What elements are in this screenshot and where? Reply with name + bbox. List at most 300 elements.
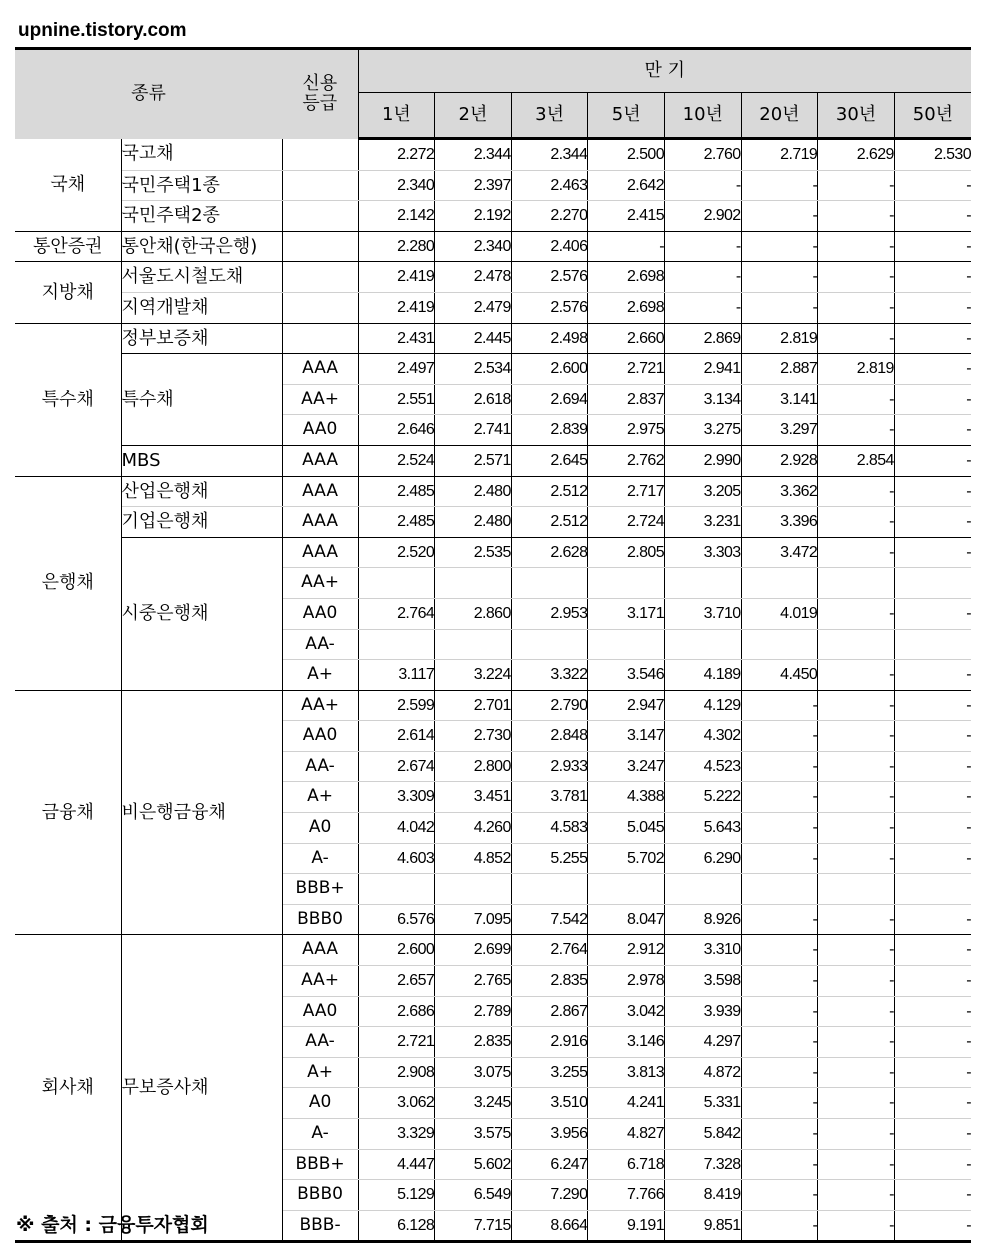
yield-cell: 2.344	[435, 139, 512, 171]
yield-cell: 2.835	[435, 1027, 512, 1058]
yield-cell: -	[894, 262, 971, 293]
yield-cell: -	[665, 262, 742, 293]
credit-grade-cell: AA0	[282, 415, 358, 446]
yield-cell: -	[741, 782, 818, 813]
table-row	[15, 262, 971, 293]
table-row	[15, 231, 971, 262]
yield-cell: -	[818, 384, 895, 415]
credit-grade-cell: AAA	[282, 935, 358, 966]
grade-header	[282, 49, 358, 139]
yield-cell: 5.702	[588, 843, 665, 874]
yield-cell: 2.415	[588, 201, 665, 232]
yield-cell: -	[894, 1149, 971, 1180]
table-row	[15, 292, 971, 323]
table-row	[15, 201, 971, 232]
bond-type-cell: 통안채(한국은행)	[121, 231, 282, 262]
yield-cell: 3.134	[665, 384, 742, 415]
yield-cell: 3.710	[665, 598, 742, 629]
bond-type-cell: 국민주택2종	[121, 201, 282, 232]
yield-cell: 4.827	[588, 1119, 665, 1150]
yield-cell: -	[894, 445, 971, 476]
yield-cell: 3.472	[741, 537, 818, 568]
credit-grade-cell: A0	[282, 813, 358, 844]
yield-cell	[435, 874, 512, 905]
yield-cell: 5.842	[665, 1119, 742, 1150]
credit-grade-cell: AA+	[282, 568, 358, 599]
yield-cell: 4.042	[358, 813, 435, 844]
yield-cell: 2.431	[358, 323, 435, 354]
yield-cell: 5.255	[511, 843, 588, 874]
yield-cell: 2.790	[511, 690, 588, 721]
yield-cell: 8.419	[665, 1180, 742, 1211]
maturity-header-cell: 5년	[588, 93, 665, 139]
bond-type-cell: 특수채	[121, 354, 282, 446]
yield-cell: 2.887	[741, 354, 818, 385]
yield-cell: 6.576	[358, 904, 435, 935]
credit-grade-cell: AA+	[282, 690, 358, 721]
category-cell: 회사채	[15, 935, 121, 1242]
yield-cell	[511, 568, 588, 599]
yield-cell: 2.835	[511, 966, 588, 997]
yield-cell: 2.270	[511, 201, 588, 232]
yield-cell	[894, 874, 971, 905]
credit-grade-cell: AA0	[282, 996, 358, 1027]
yield-cell: -	[894, 415, 971, 446]
yield-cell: 2.719	[741, 139, 818, 171]
credit-grade-cell: AAA	[282, 445, 358, 476]
yield-cell: 3.813	[588, 1057, 665, 1088]
yield-cell	[741, 629, 818, 660]
yield-cell: 2.908	[358, 1057, 435, 1088]
yield-cell	[665, 568, 742, 599]
yield-cell: -	[894, 201, 971, 232]
yield-cell: 2.600	[358, 935, 435, 966]
yield-cell: -	[818, 782, 895, 813]
yield-cell	[358, 629, 435, 660]
table-row	[15, 445, 971, 476]
yield-cell: -	[741, 966, 818, 997]
yield-cell: 2.628	[511, 537, 588, 568]
yield-cell: 2.848	[511, 721, 588, 752]
yield-cell: 4.129	[665, 690, 742, 721]
yield-cell: -	[818, 170, 895, 201]
maturity-header-cell: 1년	[358, 93, 435, 139]
yield-cell: 2.867	[511, 996, 588, 1027]
yield-cell: 4.297	[665, 1027, 742, 1058]
yield-cell: -	[818, 690, 895, 721]
yield-cell: -	[818, 1149, 895, 1180]
yield-cell: -	[818, 843, 895, 874]
yield-cell: 2.854	[818, 445, 895, 476]
yield-cell: -	[741, 813, 818, 844]
credit-grade-cell: AA-	[282, 751, 358, 782]
credit-grade-cell: AA+	[282, 384, 358, 415]
credit-grade-cell: A+	[282, 660, 358, 691]
yield-cell: -	[818, 476, 895, 507]
yield-cell: 2.520	[358, 537, 435, 568]
table-row	[15, 537, 971, 568]
yield-cell: 3.245	[435, 1088, 512, 1119]
yield-cell: -	[665, 231, 742, 262]
category-cell: 국채	[15, 139, 121, 232]
yield-cell: 3.205	[665, 476, 742, 507]
yield-cell: -	[894, 721, 971, 752]
yield-cell: -	[894, 1027, 971, 1058]
yield-cell: 4.241	[588, 1088, 665, 1119]
yield-cell: 2.551	[358, 384, 435, 415]
yield-cell: 3.329	[358, 1119, 435, 1150]
category-cell: 금융채	[15, 690, 121, 935]
yield-cell: -	[818, 262, 895, 293]
bond-type-cell: MBS	[121, 445, 282, 476]
yield-cell: 4.872	[665, 1057, 742, 1088]
yield-cell: -	[818, 1088, 895, 1119]
yield-cell: 7.290	[511, 1180, 588, 1211]
yield-cell: 2.694	[511, 384, 588, 415]
yield-cell: 6.128	[358, 1210, 435, 1242]
yield-cell: 2.463	[511, 170, 588, 201]
yield-cell	[435, 629, 512, 660]
yield-cell: 6.290	[665, 843, 742, 874]
yield-cell: 3.255	[511, 1057, 588, 1088]
yield-cell: -	[741, 1119, 818, 1150]
credit-grade-cell: AAA	[282, 354, 358, 385]
credit-grade-cell: BBB0	[282, 1180, 358, 1211]
yield-cell: 8.926	[665, 904, 742, 935]
yield-cell: -	[894, 598, 971, 629]
yield-cell	[741, 568, 818, 599]
yield-cell: -	[741, 1057, 818, 1088]
yield-cell: 6.247	[511, 1149, 588, 1180]
yield-cell: 2.629	[818, 139, 895, 171]
yield-cell: -	[818, 996, 895, 1027]
yield-cell: -	[741, 843, 818, 874]
yield-cell: -	[894, 966, 971, 997]
yield-cell	[665, 874, 742, 905]
yield-cell: -	[894, 507, 971, 538]
grade-header-line1: 신용	[302, 73, 338, 95]
table-body	[15, 139, 971, 1242]
yield-cell: 3.396	[741, 507, 818, 538]
yield-cell: 2.576	[511, 262, 588, 293]
yield-cell: 5.045	[588, 813, 665, 844]
yield-cell: -	[894, 1057, 971, 1088]
yield-cell: -	[818, 935, 895, 966]
yield-cell: 2.941	[665, 354, 742, 385]
yield-cell: -	[818, 537, 895, 568]
yield-cell	[818, 874, 895, 905]
table-row	[15, 139, 971, 171]
credit-grade-cell: AA-	[282, 629, 358, 660]
yield-cell: 3.141	[741, 384, 818, 415]
yield-cell: 2.576	[511, 292, 588, 323]
bond-type-cell: 국민주택1종	[121, 170, 282, 201]
credit-grade-cell	[282, 292, 358, 323]
yield-cell: 3.171	[588, 598, 665, 629]
yield-cell	[818, 629, 895, 660]
yield-cell: -	[741, 231, 818, 262]
yield-cell	[588, 568, 665, 599]
yield-cell: -	[818, 201, 895, 232]
grade-header-line2: 등급	[302, 93, 338, 115]
yield-cell: -	[741, 292, 818, 323]
yield-cell: 2.701	[435, 690, 512, 721]
credit-grade-cell: AA0	[282, 598, 358, 629]
yield-cell: -	[818, 751, 895, 782]
yield-cell: -	[966, 1216, 971, 1234]
category-cell: 지방채	[15, 262, 121, 323]
yield-cell: -	[818, 660, 895, 691]
yield-cell: 2.142	[358, 201, 435, 232]
yield-cell: 5.222	[665, 782, 742, 813]
yield-cell: 2.860	[435, 598, 512, 629]
yield-cell	[511, 874, 588, 905]
maturity-header-cell: 30년	[818, 93, 895, 139]
credit-grade-cell: A0	[282, 1088, 358, 1119]
yield-cell: 2.869	[665, 323, 742, 354]
yield-cell: -	[894, 384, 971, 415]
yield-cell: 2.272	[358, 139, 435, 171]
yield-cell: 4.603	[358, 843, 435, 874]
credit-grade-cell: A+	[282, 1057, 358, 1088]
yield-cell: 2.642	[588, 170, 665, 201]
yield-cell: -	[588, 231, 665, 262]
yield-cell: 2.990	[665, 445, 742, 476]
credit-grade-cell: A-	[282, 1119, 358, 1150]
yield-cell: -	[741, 1149, 818, 1180]
bond-type-cell: 서울도시철도채	[121, 262, 282, 293]
credit-grade-cell: AAA	[282, 537, 358, 568]
yield-cell: 2.686	[358, 996, 435, 1027]
yield-cell: 2.902	[665, 201, 742, 232]
yield-cell: -	[818, 813, 895, 844]
yield-cell: 2.721	[358, 1027, 435, 1058]
yield-cell: -	[894, 231, 971, 262]
yield-cell	[588, 874, 665, 905]
yield-cell: 2.839	[511, 415, 588, 446]
yield-cell: -	[818, 1210, 895, 1242]
yield-cell: -	[741, 1027, 818, 1058]
maturity-header-cell: 2년	[435, 93, 512, 139]
yield-cell: 2.445	[435, 323, 512, 354]
yield-cell: 3.297	[741, 415, 818, 446]
yield-cell: 3.362	[741, 476, 818, 507]
yield-cell: -	[894, 292, 971, 323]
category-header: 종류	[15, 49, 282, 139]
table-row	[15, 935, 971, 966]
yield-cell: 4.583	[511, 813, 588, 844]
yield-cell: 2.975	[588, 415, 665, 446]
yield-cell: 3.322	[511, 660, 588, 691]
table-row	[15, 323, 971, 354]
credit-grade-cell: AAA	[282, 507, 358, 538]
yield-cell: 6.718	[588, 1149, 665, 1180]
yield-cell: -	[818, 966, 895, 997]
yield-cell	[358, 874, 435, 905]
yield-cell: 4.450	[741, 660, 818, 691]
yield-cell	[511, 629, 588, 660]
yield-cell: 3.224	[435, 660, 512, 691]
yield-cell: 7.715	[435, 1210, 512, 1242]
credit-grade-cell	[282, 139, 358, 171]
yield-cell: 2.800	[435, 751, 512, 782]
maturity-header-cell: 3년	[511, 93, 588, 139]
yield-cell: 2.837	[588, 384, 665, 415]
credit-grade-cell: BBB+	[282, 1149, 358, 1180]
yield-cell: 3.075	[435, 1057, 512, 1088]
yield-cell: -	[894, 1119, 971, 1150]
yield-cell: -	[894, 813, 971, 844]
bond-type-cell: 무보증사채	[121, 935, 282, 1242]
yield-cell: -	[894, 690, 971, 721]
credit-grade-cell: BBB+	[282, 874, 358, 905]
yield-cell: 3.510	[511, 1088, 588, 1119]
yield-cell: 2.928	[741, 445, 818, 476]
yield-cell: -	[894, 935, 971, 966]
bond-type-cell: 시중은행채	[121, 537, 282, 690]
yield-cell	[894, 568, 971, 599]
maturity-header: 만 기	[358, 49, 971, 93]
yield-cell: 2.657	[358, 966, 435, 997]
yield-cell: -	[894, 323, 971, 354]
credit-grade-cell: BBB0	[282, 904, 358, 935]
maturity-header-cell: 10년	[665, 93, 742, 139]
yield-cell: 2.645	[511, 445, 588, 476]
maturity-header-cell: 50년	[894, 93, 971, 139]
yield-cell: 2.721	[588, 354, 665, 385]
credit-grade-cell	[282, 231, 358, 262]
yield-cell: 2.397	[435, 170, 512, 201]
yield-cell: 2.953	[511, 598, 588, 629]
yield-cell: 2.764	[358, 598, 435, 629]
yield-cell: -	[818, 1119, 895, 1150]
yield-cell: 3.147	[588, 721, 665, 752]
yield-cell: 5.331	[665, 1088, 742, 1119]
yield-cell: 2.498	[511, 323, 588, 354]
yield-cell: 2.674	[358, 751, 435, 782]
credit-grade-cell: AA0	[282, 721, 358, 752]
yield-cell: 2.762	[588, 445, 665, 476]
yield-cell: 3.247	[588, 751, 665, 782]
yield-cell: 3.062	[358, 1088, 435, 1119]
bond-type-cell: 산업은행채	[121, 476, 282, 507]
yield-cell: 2.805	[588, 537, 665, 568]
yield-cell: 4.852	[435, 843, 512, 874]
yield-cell: 2.660	[588, 323, 665, 354]
bond-yield-table	[15, 47, 971, 1243]
yield-cell: 2.947	[588, 690, 665, 721]
yield-cell: 2.280	[358, 231, 435, 262]
yield-cell: 2.512	[511, 476, 588, 507]
yield-cell: -	[818, 1180, 895, 1211]
yield-cell: -	[894, 1088, 971, 1119]
yield-cell: 2.419	[358, 262, 435, 293]
yield-cell	[435, 568, 512, 599]
yield-cell: 8.047	[588, 904, 665, 935]
yield-cell: 2.646	[358, 415, 435, 446]
yield-cell: 2.485	[358, 476, 435, 507]
yield-cell: 2.614	[358, 721, 435, 752]
yield-cell: -	[894, 751, 971, 782]
yield-cell: -	[894, 537, 971, 568]
yield-cell: -	[818, 904, 895, 935]
yield-cell: 5.602	[435, 1149, 512, 1180]
yield-cell: 2.717	[588, 476, 665, 507]
category-cell: 은행채	[15, 476, 121, 690]
yield-cell: 3.956	[511, 1119, 588, 1150]
bond-type-cell: 정부보증채	[121, 323, 282, 354]
yield-cell: -	[894, 782, 971, 813]
table-row	[15, 354, 971, 385]
credit-grade-cell	[282, 201, 358, 232]
yield-cell: 2.760	[665, 139, 742, 171]
yield-cell: -	[894, 843, 971, 874]
yield-cell: 3.231	[665, 507, 742, 538]
yield-cell: 3.303	[665, 537, 742, 568]
yield-cell: 2.480	[435, 507, 512, 538]
yield-cell: -	[894, 354, 971, 385]
yield-cell: 2.344	[511, 139, 588, 171]
yield-cell	[358, 568, 435, 599]
yield-cell: -	[894, 476, 971, 507]
yield-cell: 4.523	[665, 751, 742, 782]
yield-cell: 3.939	[665, 996, 742, 1027]
credit-grade-cell: A+	[282, 782, 358, 813]
yield-cell: -	[818, 415, 895, 446]
yield-cell: 3.146	[588, 1027, 665, 1058]
yield-cell: -	[894, 660, 971, 691]
table-row	[15, 476, 971, 507]
bond-type-cell: 지역개발채	[121, 292, 282, 323]
yield-cell: -	[894, 996, 971, 1027]
yield-cell: -	[894, 170, 971, 201]
yield-cell: 2.764	[511, 935, 588, 966]
yield-cell: -	[741, 170, 818, 201]
yield-cell: -	[818, 323, 895, 354]
yield-cell: 2.912	[588, 935, 665, 966]
yield-cell: 2.512	[511, 507, 588, 538]
yield-cell: 2.765	[435, 966, 512, 997]
yield-cell: 2.730	[435, 721, 512, 752]
yield-cell: 2.724	[588, 507, 665, 538]
yield-cell: 3.546	[588, 660, 665, 691]
yield-cell: -	[665, 170, 742, 201]
yield-cell: 4.388	[588, 782, 665, 813]
yield-cell: -	[741, 935, 818, 966]
yield-cell: 7.542	[511, 904, 588, 935]
yield-cell: 3.575	[435, 1119, 512, 1150]
maturity-header-cell: 20년	[741, 93, 818, 139]
yield-cell: -	[818, 507, 895, 538]
yield-cell: 6.549	[435, 1180, 512, 1211]
yield-cell: 4.260	[435, 813, 512, 844]
yield-cell: 2.978	[588, 966, 665, 997]
yield-cell: 2.419	[358, 292, 435, 323]
yield-cell: 2.600	[511, 354, 588, 385]
yield-cell: -	[741, 1210, 818, 1242]
credit-grade-cell: BBB-	[282, 1210, 358, 1242]
table-row	[15, 507, 971, 538]
credit-grade-cell: AA-	[282, 1027, 358, 1058]
table-header	[15, 49, 971, 139]
bond-type-cell: 기업은행채	[121, 507, 282, 538]
yield-cell: 2.497	[358, 354, 435, 385]
yield-cell: -	[741, 690, 818, 721]
yield-cell: 7.328	[665, 1149, 742, 1180]
yield-cell: 2.698	[588, 292, 665, 323]
yield-cell: -	[665, 292, 742, 323]
yield-cell: 2.479	[435, 292, 512, 323]
